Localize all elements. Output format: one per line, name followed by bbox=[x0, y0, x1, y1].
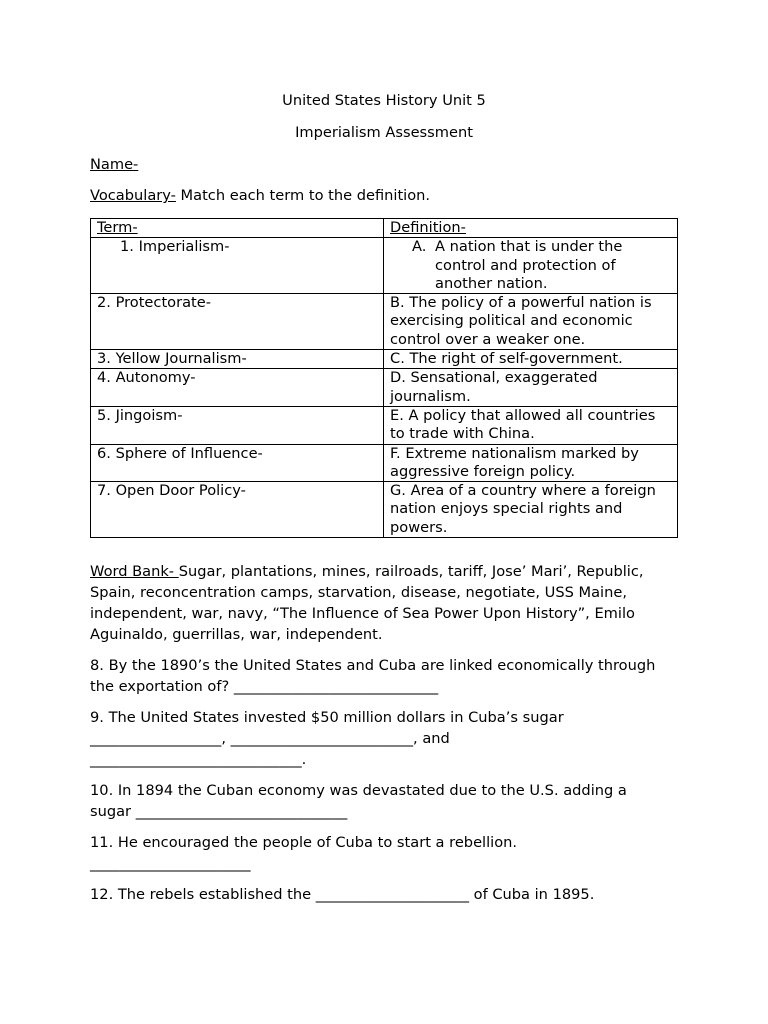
question-line: 9. The United States invested $50 million dollars in Cuba’s sugar bbox=[90, 709, 564, 726]
term-cell: 7. Open Door Policy- bbox=[91, 482, 384, 538]
word-bank-line: independent, war, navy, “The Influence of Sea Power Upon History”, Emilo bbox=[90, 605, 635, 622]
definition-cell: C. The right of self-government. bbox=[384, 350, 678, 369]
vocabulary-label: Vocabulary- bbox=[90, 187, 176, 204]
definition-cell: E. A policy that allowed all countries to trade with China. bbox=[384, 406, 678, 444]
question-line: 8. By the 1890’s the United States and Cuba are linked economically through bbox=[90, 657, 656, 674]
term-cell: 4. Autonomy- bbox=[91, 369, 384, 407]
definition-cell: B. The policy of a powerful nation is exercising political and economic control over a weaker one. bbox=[384, 294, 678, 350]
term-cell: 2. Protectorate- bbox=[91, 294, 384, 350]
term-cell: 3. Yellow Journalism- bbox=[91, 350, 384, 369]
definition-cell bbox=[390, 238, 671, 293]
question-line: 10. In 1894 the Cuban economy was devastated due to the U.S. adding a bbox=[90, 782, 627, 799]
definition-header: Definition- bbox=[390, 219, 466, 236]
table-header-row bbox=[91, 219, 678, 238]
term-cell: 6. Sphere of Influence- bbox=[91, 444, 384, 482]
question-line: sugar _____________________________ bbox=[90, 803, 348, 820]
document-title: United States History Unit 5 bbox=[282, 92, 486, 109]
term-cell: 5. Jingoism- bbox=[91, 406, 384, 444]
definition-cell: D. Sensational, exaggerated journalism. bbox=[384, 369, 678, 407]
question-11 bbox=[90, 832, 690, 874]
table-row bbox=[91, 482, 678, 538]
table-row bbox=[91, 369, 678, 407]
question-line: _____________________________. bbox=[90, 751, 307, 768]
term-header: Term- bbox=[97, 219, 138, 236]
question-line: 12. The rebels established the _____________________ of Cuba in 1895. bbox=[90, 886, 595, 903]
word-bank bbox=[90, 561, 710, 645]
name-label: Name- bbox=[90, 156, 139, 173]
table-row bbox=[91, 444, 678, 482]
definition-letter: A. bbox=[412, 238, 427, 256]
question-10 bbox=[90, 780, 690, 822]
table-row bbox=[91, 238, 678, 294]
word-bank-label: Word Bank- bbox=[90, 563, 179, 580]
question-line: ______________________ bbox=[90, 855, 251, 872]
term-cell: 1. Imperialism- bbox=[120, 238, 230, 256]
word-bank-line: Spain, reconcentration camps, starvation, disease, negotiate, USS Maine, bbox=[90, 584, 627, 601]
question-12 bbox=[90, 884, 690, 905]
question-line: __________________, _________________________, and bbox=[90, 730, 450, 747]
vocabulary-heading bbox=[90, 187, 430, 204]
vocabulary-table bbox=[90, 218, 678, 538]
question-8 bbox=[90, 655, 710, 697]
word-bank-line: Sugar, plantations, mines, railroads, tariff, Jose’ Mari’, Republic, bbox=[178, 563, 644, 580]
word-bank-line: Aguinaldo, guerrillas, war, independent. bbox=[90, 626, 383, 643]
table-row bbox=[91, 406, 678, 444]
definition-cell: G. Area of a country where a foreign nation enjoys special rights and powers. bbox=[384, 482, 678, 538]
document-subtitle: Imperialism Assessment bbox=[295, 124, 473, 141]
table-row bbox=[91, 294, 678, 350]
definition-text: A nation that is under the control and protection of another nation. bbox=[435, 238, 623, 292]
definition-cell: F. Extreme nationalism marked by aggressive foreign policy. bbox=[384, 444, 678, 482]
vocabulary-instruction: Match each term to the definition. bbox=[175, 187, 431, 204]
question-9 bbox=[90, 707, 690, 770]
table-row bbox=[91, 350, 678, 369]
question-line: 11. He encouraged the people of Cuba to start a rebellion. bbox=[90, 834, 518, 851]
question-line: the exportation of? ____________________________ bbox=[90, 678, 439, 695]
